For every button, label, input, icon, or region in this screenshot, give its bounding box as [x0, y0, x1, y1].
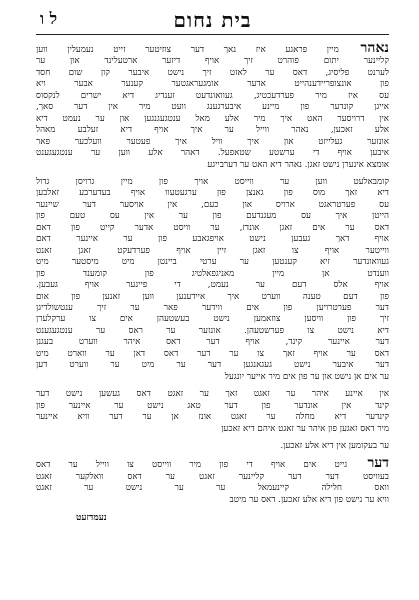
line-text: ער בעקומען אין דיא אלע זאכען. — [280, 440, 389, 451]
text-line — [36, 137, 389, 148]
text-line — [36, 125, 389, 136]
line-text: זיך פון וויסען צוזאמען נישט בעשטעהן אים צו ערקלערן — [36, 314, 389, 325]
text-line — [36, 200, 389, 211]
text-line — [36, 372, 389, 383]
text-line — [36, 401, 389, 412]
paragraph — [36, 43, 389, 171]
line-text: פון אונצופריידענהייט אדער אומגעראגטער קענער אבער ויא — [36, 79, 389, 90]
line-text: ווייטער אויף צו זאגן זיין אויף פערדעקט זאגן זאנט — [36, 245, 389, 256]
text-line — [36, 148, 389, 159]
line-text: מיין פראגע איז נאך דער צוזיטער זייט נעמעלין ווען — [36, 45, 339, 55]
text-line — [36, 495, 389, 506]
text-line — [36, 412, 389, 423]
text-line — [36, 303, 389, 314]
text-line — [36, 188, 389, 199]
text-line — [36, 79, 389, 90]
line-text: דאס ער אים זאגן אונדז, ער וויסט אדער קייט פון דאם — [36, 222, 389, 233]
text-line — [36, 246, 389, 257]
line-text: קליינער יתום פוהרט זיך אויף דיזער ארטעלינד און ער — [36, 56, 389, 67]
line-text: אין דרויסער האט איך מיר אלע מאל ענטגעגנגען און ער נעמט דיא — [36, 113, 389, 124]
paragraph-lead-word: דער — [347, 458, 389, 472]
paragraph — [36, 389, 389, 435]
line-text: דער פערטרויען פון אים ווידער פאר ער זיך ענטשולדיגן — [36, 302, 389, 313]
text-line — [36, 177, 389, 188]
line-text: אין איינע איהר ער זאגט זאך ער זאגט דאס געשען נישט דער — [36, 389, 389, 400]
line-text: קינדער דיא מחלה ער זאגט אונז אן ער דער וויא איינער — [36, 412, 389, 423]
line-text: וויא ער נישט פון דיא אלע זאכען. דאס ער מיטב — [229, 494, 389, 505]
line-text: דיא נישט צו פערשטעהן. אונזער ער ראס ער ענטגעגענט — [36, 325, 389, 336]
line-text: ער אים אן נישט און ער פון אים מיר אייער יונגעל — [224, 371, 389, 382]
running-title: בית נחום — [173, 8, 252, 32]
line-text: קינד אין אונדער פון דער טאג נישט ער איינער פון — [36, 400, 389, 411]
line-text: מיר דאס זאגען פון איהר ער זאגט איהם דיא זאכען — [221, 423, 389, 434]
text-line — [36, 68, 389, 79]
text-line — [36, 441, 389, 452]
text-line — [36, 43, 389, 56]
text-line — [36, 257, 389, 268]
line-text: פון דעם טענה ווערט איך איידענען ווען זאנען פון אום — [36, 291, 389, 302]
text-line — [36, 211, 389, 222]
line-text: דער איינער קינד, אויף דער דאס איהר ווערט בעגנן — [36, 337, 389, 348]
paragraph — [36, 177, 389, 383]
text-line — [36, 360, 389, 371]
line-text: הייטן איך עס מעגנדעם פון ער אין עס טעם פון — [36, 211, 389, 222]
line-text: קומבאלעט ווען ער ווייסט אויך פון מיין גרויסן גדול — [36, 176, 389, 187]
line-text: אומצא אינערן נישט זאגן. נאהר דיא האט ער דערבייגע — [207, 159, 389, 170]
text-line — [36, 91, 389, 102]
text-line — [36, 223, 389, 234]
line-text: אלע זאכען, נאהר ווייל ער איך אויף דיא זעלבע מאהל — [36, 125, 389, 136]
text-line — [36, 389, 389, 400]
line-text: וואס חלילה קיינעמאל ער ער נישט ער זאגט — [36, 483, 389, 494]
paragraph — [36, 441, 389, 452]
line-text: איבען אויף די ערשטע שטאפעל. דאהר אלע ווען ער ענטגעגענט — [36, 148, 389, 159]
text-line — [36, 280, 389, 291]
text-line — [36, 458, 389, 471]
line-text: אויף אלס דעם ער נעמט, די פיינער אויף געבען. — [36, 280, 389, 291]
text-line — [36, 472, 389, 483]
text-line — [36, 314, 389, 325]
text-line — [36, 160, 389, 171]
line-text: אויף דאך געבען נישט אויפגאבע פון ער איינער דאם — [36, 234, 389, 245]
paragraph — [36, 458, 389, 506]
paragraph-lead-word: נאהר — [338, 43, 389, 56]
line-text: דער איבער נישט געגאנגען דער ער מיט ער ווערט דען — [36, 360, 389, 371]
text-line — [36, 102, 389, 113]
line-text: דאס ער אויף זאך צו ער דער דאס דאן ער ווארט מיט — [36, 348, 389, 359]
text-line — [36, 349, 389, 360]
line-text: ווענדט אן מיין מאניגפאלטיג פון קומענד פון — [36, 268, 389, 279]
text-line — [36, 56, 389, 67]
line-text: בעוויסט דער דער קליינער זאגט ער דאס וואלקער זאגט — [36, 471, 389, 482]
line-text: עס איז מיר פערדעכטיג, געוואונדעט זענדיג דיא ישרים לנקסוס — [36, 90, 389, 101]
line-text: אונזער געלייזט און איך וויל איך פעטער וועלכער פאר — [36, 136, 389, 147]
text-line — [36, 234, 389, 245]
text-line — [36, 292, 389, 303]
line-text: אייגן קונדער פון מיינע איבערגענג וועט מיר אין דער סאך, — [36, 102, 389, 113]
text-line — [36, 114, 389, 125]
line-text: געוואונדער זיא קענטען ער ערטי ביינטן מיט מיסטער מיט — [36, 257, 389, 268]
line-text: דיא זאך מוס פון גאנצן פון ערגעטעוו אויף בעדערבע זאלבען — [36, 188, 389, 199]
text-line — [36, 269, 389, 280]
line-text: עס פערטראגט ארויס און כעם, אין אויסער דער שיינער — [36, 199, 389, 210]
page-number: ל ו — [40, 9, 58, 28]
text-line — [36, 424, 389, 435]
signature: נעמדזעט — [76, 513, 107, 524]
text-line — [36, 483, 389, 494]
page-header — [36, 6, 389, 35]
line-text: גייט אים אויף די פון מיר ווייסט צו ווייל ער דאס — [36, 460, 348, 471]
body-text — [36, 43, 389, 506]
text-line — [36, 337, 389, 348]
line-text: לערנט פליסיג, דאס ער לאזט זיך נישט איבער קון שום חסד — [36, 67, 389, 78]
text-line — [36, 326, 389, 337]
